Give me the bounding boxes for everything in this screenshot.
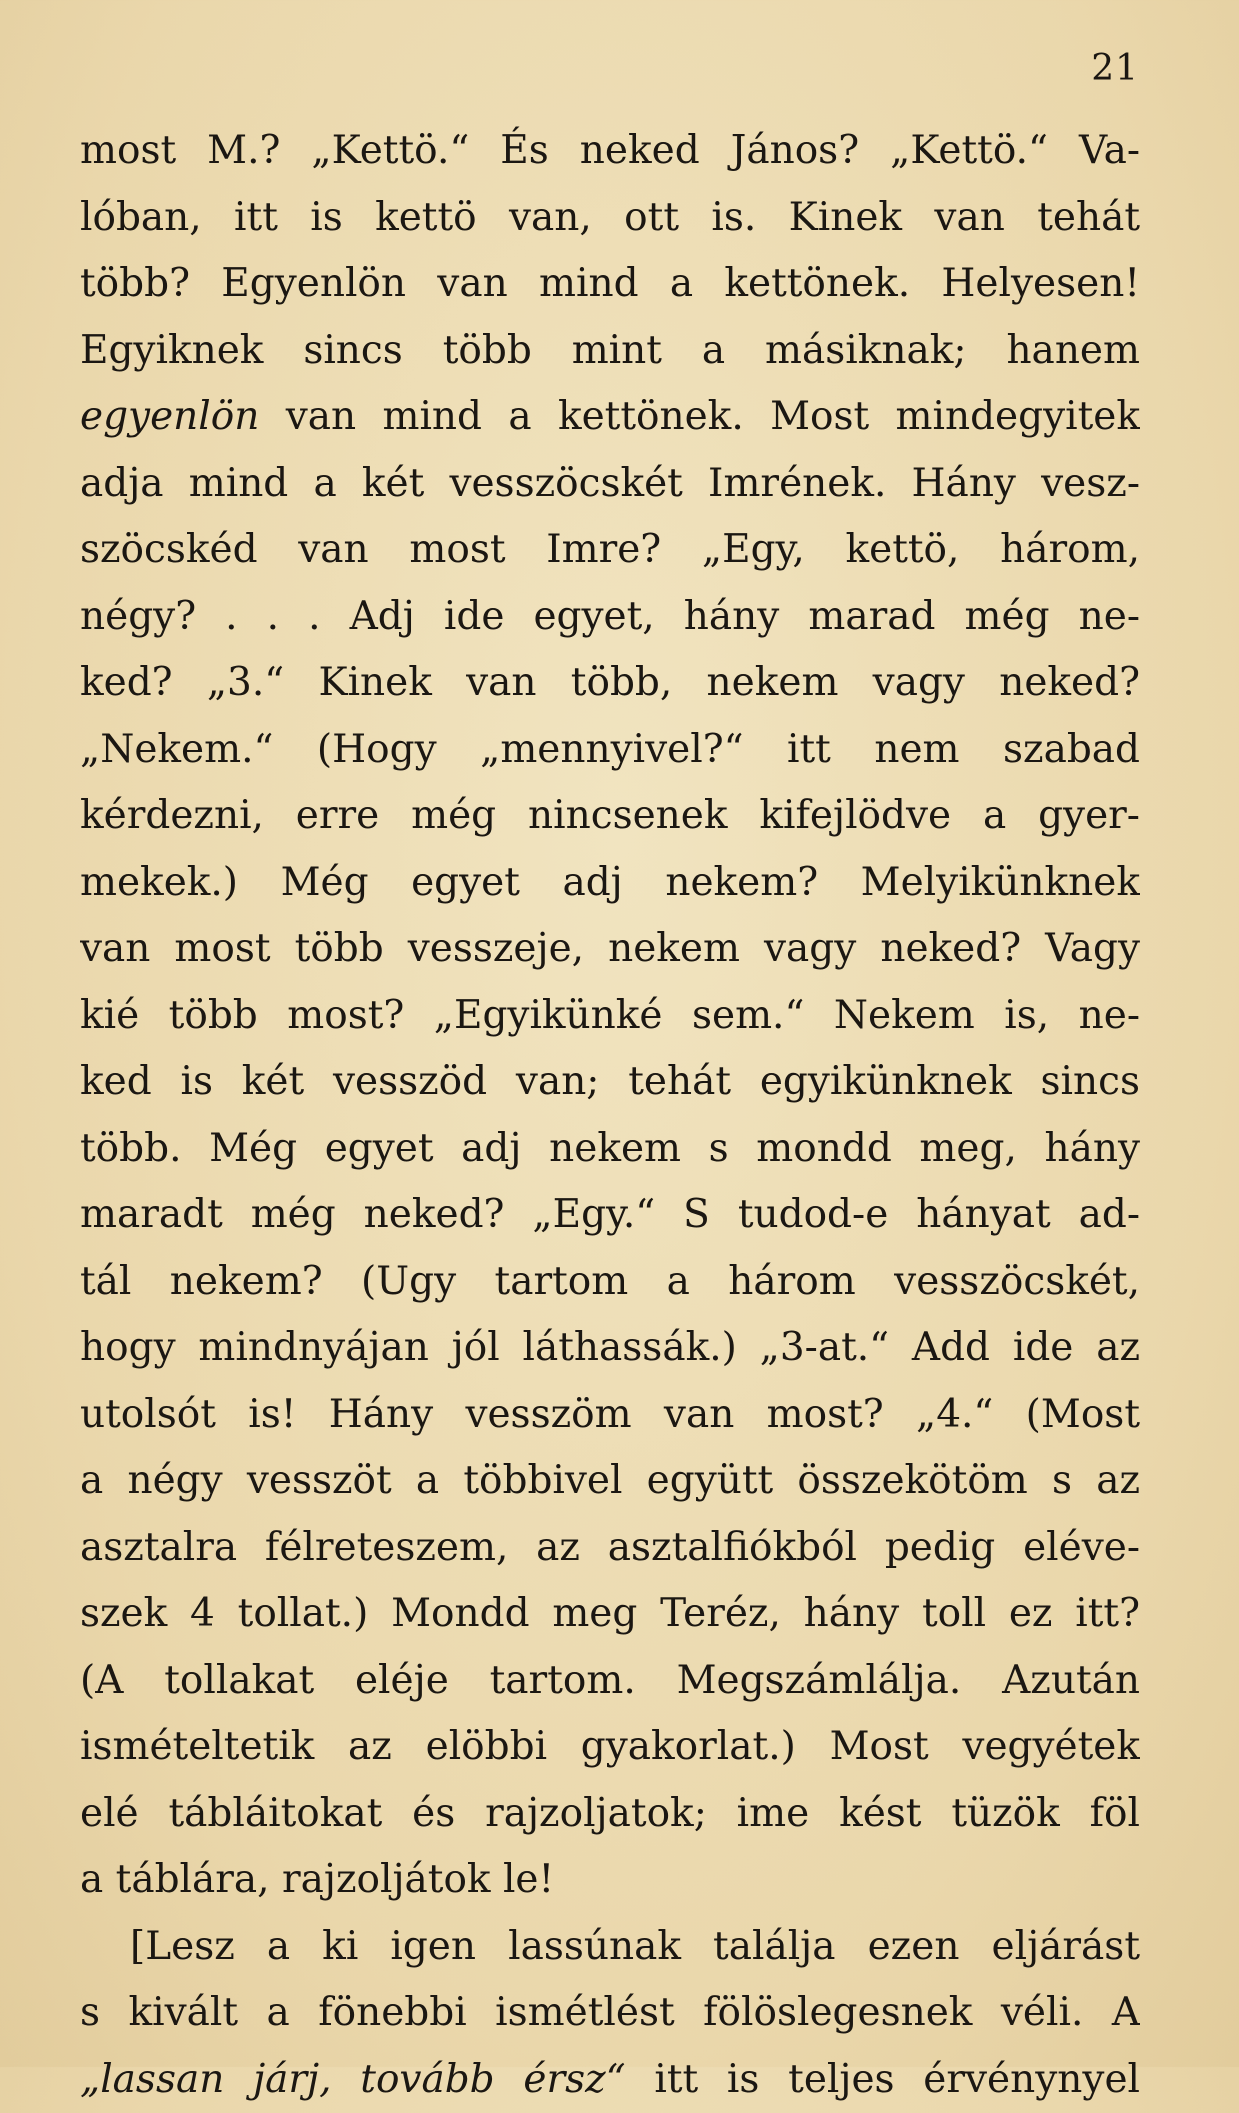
- text-line: négy? . . . Adj ide egyet, hány marad még ne-: [80, 584, 1140, 651]
- text-line: Egyiknek sincs több mint a másiknak; hanem: [80, 318, 1140, 385]
- paragraph-end-line: a táblára, rajzoljátok le!: [80, 1847, 1140, 1914]
- text-line: több? Egyenlön van mind a kettönek. Helyesen!: [80, 251, 1140, 318]
- text-line: több. Még egyet adj nekem s mondd meg, hány: [80, 1116, 1140, 1183]
- text-line: ked is két vesszöd van; tehát egyikünknek sincs: [80, 1049, 1140, 1116]
- text-line: s kivált a fönebbi ismétlést fölöslegesnek véli. A: [80, 1980, 1140, 2047]
- text-line: „lassan járj, tovább érsz“ itt is teljes érvénynyel: [80, 2047, 1140, 2113]
- text-line: elé tábláitokat és rajzoljatok; ime kést tüzök föl: [80, 1781, 1140, 1848]
- text-line: szöcskéd van most Imre? „Egy, kettö, három,: [80, 517, 1140, 584]
- text-line: egyenlön van mind a kettönek. Most mindegyitek: [80, 384, 1140, 451]
- text-line: kérdezni, erre még nincsenek kifejlödve a gyer-: [80, 783, 1140, 850]
- text-line: mekek.) Még egyet adj nekem? Melyikünknek: [80, 850, 1140, 917]
- text-line: hogy mindnyájan jól láthassák.) „3-at.“ Add ide az: [80, 1315, 1140, 1382]
- text-line: most M.? „Kettö.“ És neked János? „Kettö.“ Va-: [80, 118, 1140, 185]
- text-line: kié több most? „Egyikünké sem.“ Nekem is, ne-: [80, 983, 1140, 1050]
- text-line: tál nekem? (Ugy tartom a három vesszöcskét,: [80, 1249, 1140, 1316]
- text-line: lóban, itt is kettö van, ott is. Kinek van tehát: [80, 185, 1140, 252]
- page-number: 21: [1091, 48, 1139, 89]
- text-line: van most több vesszeje, nekem vagy neked? Vagy: [80, 916, 1140, 983]
- text-line: ked? „3.“ Kinek van több, nekem vagy neked?: [80, 650, 1140, 717]
- body-text: [80, 118, 1140, 2113]
- text-line: szek 4 tollat.) Mondd meg Teréz, hány toll ez itt?: [80, 1581, 1140, 1648]
- paragraph-start-line: [Lesz a ki igen lassúnak találja ezen eljárást: [80, 1914, 1140, 1981]
- text-line: asztalra félreteszem, az asztalfiókból pedig eléve-: [80, 1515, 1140, 1582]
- italic-emphasis: egyenlön: [80, 394, 259, 439]
- text-line: ismételtetik az elöbbi gyakorlat.) Most vegyétek: [80, 1714, 1140, 1781]
- text-line: a négy vesszöt a többivel együtt összekötöm s az: [80, 1448, 1140, 1515]
- text-line: utolsót is! Hány vesszöm van most? „4.“ (Most: [80, 1382, 1140, 1449]
- text-line: „Nekem.“ (Hogy „mennyivel?“ itt nem szabad: [80, 717, 1140, 784]
- italic-emphasis: „lassan járj, tovább érsz“: [80, 2057, 626, 2102]
- text-line: (A tollakat eléje tartom. Megszámlálja. Azután: [80, 1648, 1140, 1715]
- text-line: maradt még neked? „Egy.“ S tudod-e hányat ad-: [80, 1182, 1140, 1249]
- text-line: adja mind a két vesszöcskét Imrének. Hány vesz-: [80, 451, 1140, 518]
